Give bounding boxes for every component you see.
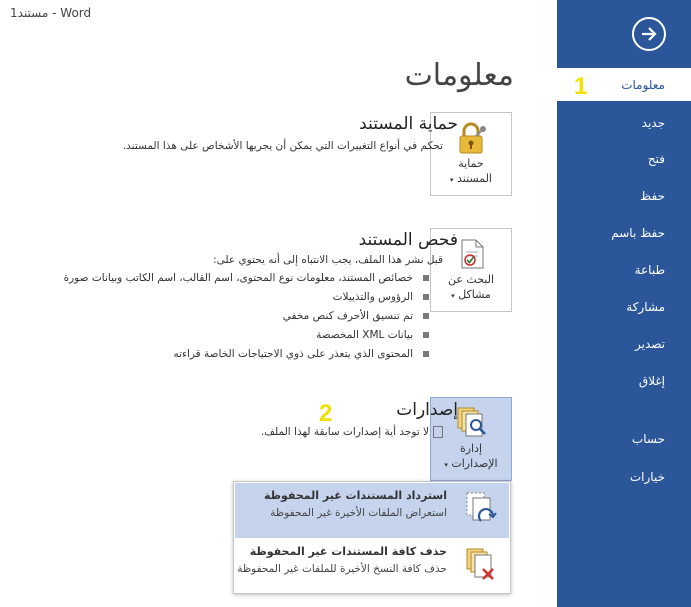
list-item: خصائص المستند، معلومات نوع المحتوى، اسم القالب، اسم الكاتب وبيانات صورة xyxy=(64,272,429,291)
protect-tile-line1: حماية xyxy=(458,157,484,170)
manage-versions-menu xyxy=(233,481,511,594)
annotation-marker-2: 2 xyxy=(319,400,333,427)
delete-item-description: حذف كافة النسخ الأخيرة للملفات غير المحفوظة xyxy=(237,563,447,575)
manage-versions-icon xyxy=(456,406,490,440)
nav-item-save[interactable]: حفظ xyxy=(640,189,665,203)
arrow-right-circle-icon xyxy=(640,25,658,43)
nav-item-print[interactable]: طباعة xyxy=(634,263,665,277)
nav-item-share[interactable]: مشاركة xyxy=(626,300,665,314)
window-title: مستند1 - Word xyxy=(10,6,92,20)
page-title: معلومات xyxy=(404,58,514,93)
inspect-tile-line1: البحث عن xyxy=(447,273,495,286)
nav-item-open[interactable]: فتح xyxy=(647,152,665,166)
nav-item-export[interactable]: تصدير xyxy=(634,337,665,351)
list-item: المحتوى الذي يتعذر على ذوي الاحتياجات الخاصة قراءته xyxy=(64,348,429,367)
nav-item-options[interactable]: خيارات xyxy=(629,470,665,484)
annotation-marker-1: 1 xyxy=(574,73,588,100)
nav-item-account[interactable]: حساب xyxy=(631,432,665,446)
nav-item-new[interactable]: جديد xyxy=(641,116,665,130)
list-item: الرؤوس والتذييلات xyxy=(64,291,429,310)
list-item: بيانات XML المخصصة xyxy=(64,329,429,348)
versions-tile-line1: إدارة xyxy=(459,442,483,455)
nav-item-save-as[interactable]: حفظ باسم xyxy=(611,226,665,240)
protect-heading: حماية المستند xyxy=(359,114,458,134)
inspect-tile-line2: مشاكل ▾ xyxy=(451,288,491,301)
recover-unsaved-documents-item[interactable] xyxy=(235,483,509,538)
delete-item-title: حذف كافة المستندات غير المحفوظة xyxy=(249,545,447,558)
delete-documents-icon xyxy=(465,547,499,583)
nav-item-close[interactable]: إغلاق xyxy=(638,374,665,388)
recover-documents-icon xyxy=(465,491,499,527)
nav-item-info[interactable]: معلومات xyxy=(621,78,665,92)
inspect-document-icon xyxy=(456,237,488,271)
chevron-down-icon: ▾ xyxy=(444,461,448,469)
chevron-down-icon: ▾ xyxy=(451,292,455,300)
versions-heading: إصدارات xyxy=(396,400,458,420)
protect-description: تحكم في أنواع التغييرات التي يمكن أن يجريها الأشخاص على هذا المستند. xyxy=(122,140,443,152)
inspect-heading: فحص المستند xyxy=(358,230,458,250)
list-item: تم تنسيق الأحرف كنص مخفي xyxy=(64,310,429,329)
recover-item-title: استرداد المستندات غير المحفوظة xyxy=(264,489,447,502)
recover-item-description: استعراض الملفات الأخيرة غير المحفوظة xyxy=(270,507,447,519)
lock-key-icon xyxy=(456,121,488,155)
back-button[interactable] xyxy=(632,17,666,51)
inspect-description: قبل نشر هذا الملف، يجب الانتباه إلى أنه يحتوي على: xyxy=(213,254,443,266)
document-icon xyxy=(433,426,443,438)
chevron-down-icon: ▾ xyxy=(449,176,454,184)
versions-description: لا توجد أية إصدارات سابقة لهذا الملف. xyxy=(261,426,443,438)
protect-tile-line2: المستند ▾ xyxy=(449,172,492,185)
inspect-bullet-list xyxy=(64,272,429,367)
delete-unsaved-documents-item[interactable] xyxy=(235,539,509,594)
versions-tile-line2: الإصدارات ▾ xyxy=(444,457,498,470)
